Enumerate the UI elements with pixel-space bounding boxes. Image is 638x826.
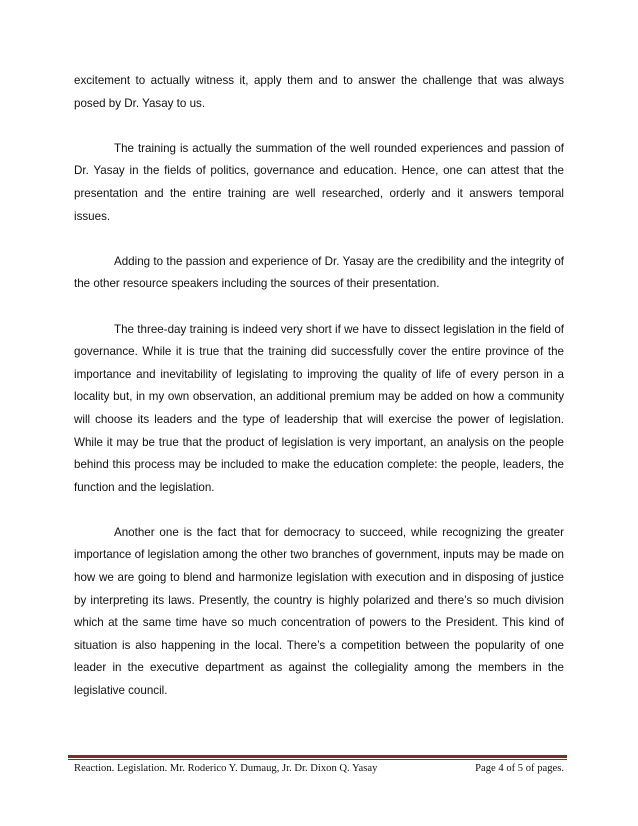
page-footer — [74, 762, 564, 776]
paragraph-continued: excitement to actually witness it, apply them and to answer the challenge that was always posed by Dr. Yasay to us. — [74, 74, 564, 110]
document-body — [74, 70, 564, 703]
footer-rule — [68, 755, 567, 758]
footer-rule-thin — [68, 759, 567, 760]
footer-page-number: Page 4 of 5 of pages. — [475, 763, 564, 774]
paragraph-democracy: Another one is the fact that for democracy to succeed, while recognizing the greater importance of legislation among the other two branches of government, inputs may be made on how we are going to blend and harmonize legislation with execution and in disposing of justice by interpreting its laws. Presently, the country is highly polarized and there’s so much division which at the same time have so much concentration of powers to the President. This kind of situation is also happening in the local. There’s a competition between the popularity of one leader in the executive department as against the collegiality among the members in the legislative council. — [74, 525, 564, 698]
footer-title: Reaction. Legislation. Mr. Roderico Y. Dumaug, Jr. Dr. Dixon Q. Yasay — [74, 763, 378, 774]
paragraph-resource-speakers: Adding to the passion and experience of Dr. Yasay are the credibility and the integrity of the other resource speakers including the sources of their presentation. — [74, 254, 564, 291]
paragraph-three-day-training: The three-day training is indeed very short if we have to dissect legislation in the field of governance. While it is true that the training did successfully cover the entire province of the importance and inevitability of legislating to improving the quality of life of every person in a locality but, in my own observation, an additional premium may be added on how a community will choose its leaders and the type of leadership that will exercise the power of legislation. While it may be true that the product of legislation is very important, an analysis on the people behind this process may be included to make the education complete: the people, leaders, the function and the legislation. — [74, 322, 564, 494]
paragraph-training-summation: The training is actually the summation of the well rounded experiences and passion of Dr. Yasay in the fields of politics, governance and education. Hence, one can attest that the presentation and the entire training are well researched, orderly and it answers temporal issues. — [74, 141, 564, 223]
